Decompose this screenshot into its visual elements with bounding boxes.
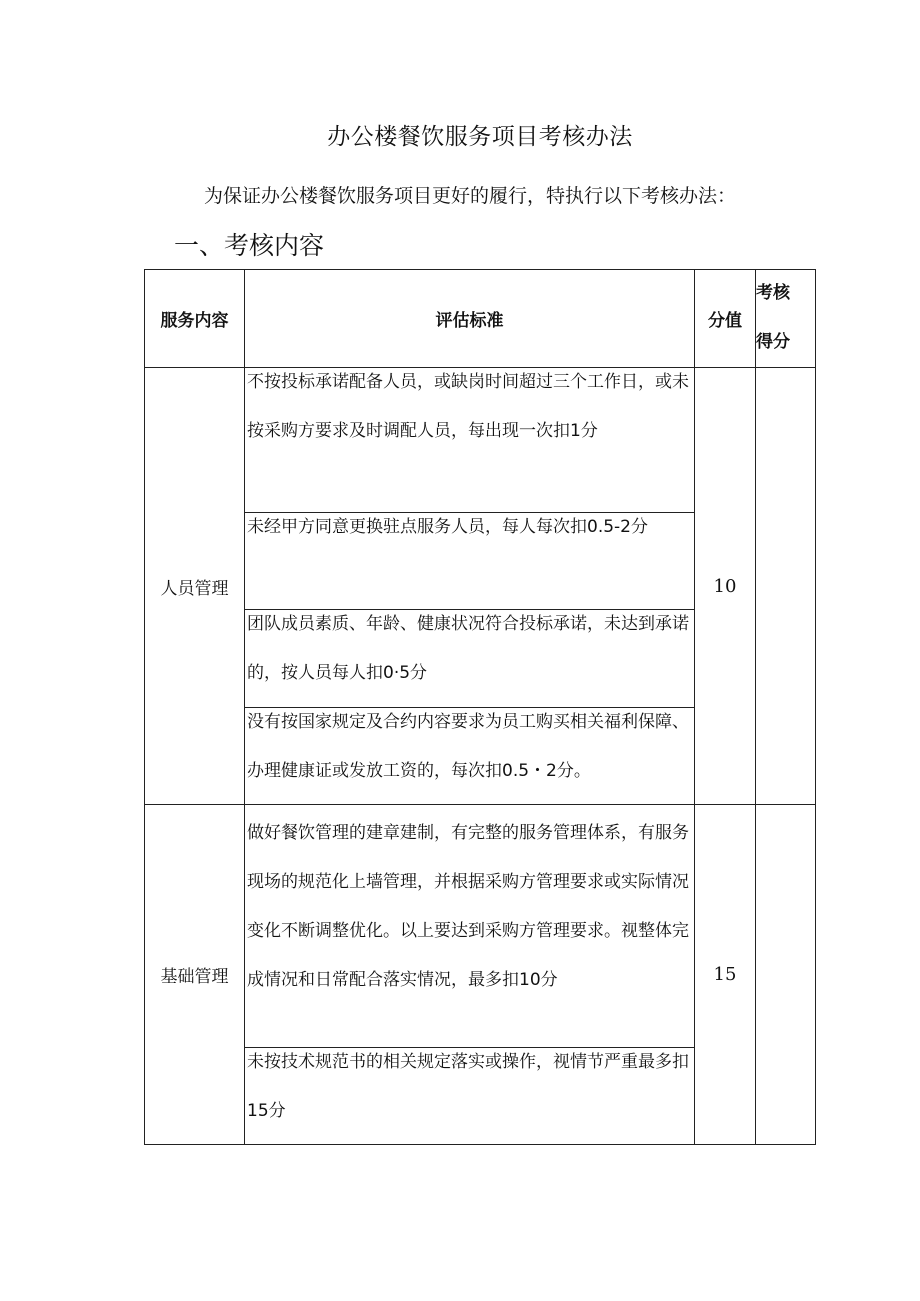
criteria-text: 团队成员素质、年龄、健康状况符合投标承诺，未达到承诺的，按人员每人扣0·5分	[247, 614, 689, 683]
criteria-cell	[245, 708, 695, 805]
criteria-text: 没有按国家规定及合约内容要求为员工购买相关福利保障、办理健康证或发放工资的，每次扣0.5・2分。	[247, 712, 689, 781]
criteria-cell	[245, 610, 695, 708]
document-title: 办公楼餐饮服务项目考核办法	[327, 124, 633, 150]
header-score-line1: 考核	[756, 283, 790, 303]
category-cell: 基础管理	[145, 805, 245, 1145]
section-heading: 一、考核内容	[174, 231, 325, 260]
table-header-row	[145, 270, 816, 368]
table-row	[145, 368, 816, 513]
criteria-cell	[245, 368, 695, 513]
criteria-cell	[245, 513, 695, 610]
header-evaluation-criteria: 评估标准	[245, 270, 695, 368]
category-cell: 人员管理	[145, 368, 245, 805]
criteria-cell	[245, 1048, 695, 1145]
criteria-cell	[245, 805, 695, 1048]
header-assessment-score	[756, 270, 816, 368]
header-score-line2: 得分	[756, 332, 790, 352]
points-cell: 15	[695, 805, 756, 1145]
intro-paragraph: 为保证办公楼餐饮服务项目更好的履行，特执行以下考核办法：	[204, 185, 737, 207]
table-row	[145, 805, 816, 1048]
score-cell	[756, 368, 816, 805]
criteria-text: 未按技术规范书的相关规定落实或操作，视情节严重最多扣15分	[247, 1052, 689, 1121]
points-cell: 10	[695, 368, 756, 805]
evaluation-table	[144, 269, 816, 1145]
criteria-text: 做好餐饮管理的建章建制，有完整的服务管理体系，有服务现场的规范化上墙管理，并根据采购方管理要求或实际情况变化不断调整优化。以上要达到采购方管理要求。视整体完成情况和日常配合落实情况，最多扣10分	[247, 823, 689, 990]
header-service-content: 服务内容	[145, 270, 245, 368]
score-cell	[756, 805, 816, 1145]
criteria-text: 不按投标承诺配备人员，或缺岗时间超过三个工作日，或未按采购方要求及时调配人员，每出现一次扣1分	[247, 372, 689, 441]
criteria-text: 未经甲方同意更换驻点服务人员，每人每次扣0.5-2分	[247, 517, 648, 537]
header-points: 分值	[695, 270, 756, 368]
